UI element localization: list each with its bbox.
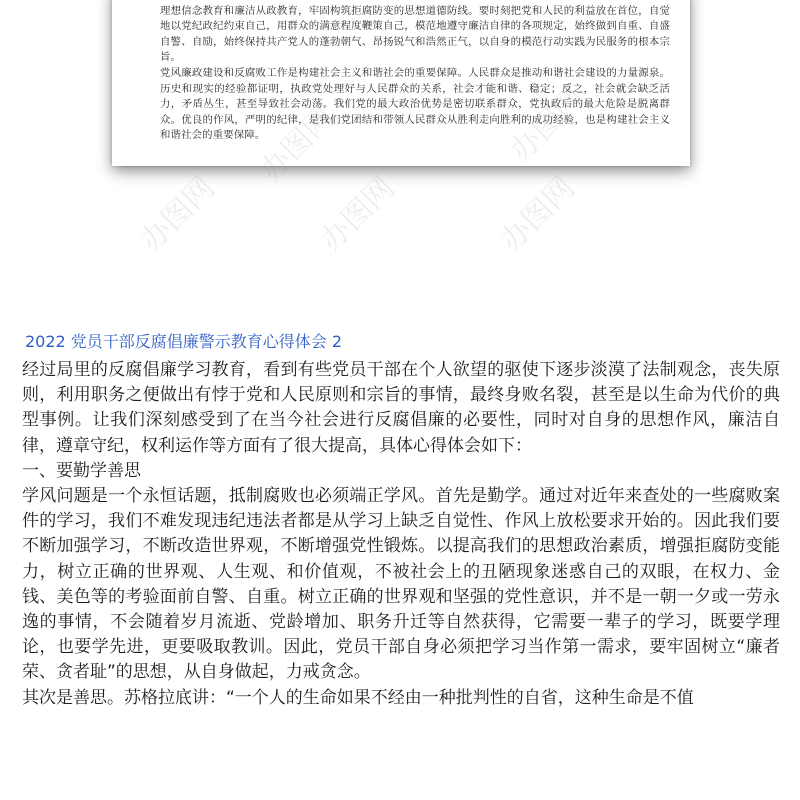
section-heading-1: 一、要勤学善思 bbox=[22, 460, 141, 481]
watermark-text-1: 办图网 bbox=[133, 170, 222, 259]
preview-paragraph-1: 理想信念教育和廉洁从政教育，牢固构筑拒腐防变的思想道德防线。要时刻把党和人民的利益放在首位，自觉地以党纪政纪约束自己，用群众的满意程度鞭策自己，模范地遵守廉洁自律的各项规定，始终做到自重、自盛自警、自励，始终保持共产党人的蓬勃朝气、昂扬锐气和浩然正气，以自身的模范行动实践为民服务的根本宗旨。 bbox=[160, 4, 670, 64]
document-preview-card bbox=[112, 0, 690, 166]
watermark-text-2: 办图网 bbox=[313, 170, 402, 259]
section-body-1: 学风问题是一个永恒话题，抵制腐败也必须端正学风。首先是勤学。通过对近年来查处的一些腐败案件的学习，我们不难发现违纪违法者都是从学习上缺乏自觉性、作风上放松要求开始的。因此我们要不断加强学习，不断改造世界观，不断增强党性锻炼。以提高我们的思想政治素质，增强拒腐防变能力，树立正确的世界观、人生观、和价值观，不被社会上的丑陋现象迷惑自己的双眼，在权力、金钱、美色等的考验面前自警、自重。树立正确的世界观和坚强的党性意识，并不是一朝一夕或一劳永逸的事情，不会随着岁月流逝、党龄增加、职务升迁等自然获得，它需要一辈子的学习，既要学理论，也要学先进，更要吸取教训。因此，党员干部自身必须把学习当作第一需求，要牢固树立“廉者荣、贪者耻”的思想，从自身做起，力戒贪念。 bbox=[22, 486, 780, 683]
preview-paragraph-2: 党风廉政建设和反腐败工作是构建社会主义和谐社会的重要保障。人民群众是推动和谐社会建设的力量源泉。历史和现实的经验都证明，执政党处理好与人民群众的关系，社会才能和谐、稳定；反之，社会就会缺乏活力，矛盾丛生，甚至导致社会动荡。我们党的最大政治优势是密切联系群众，党执政后的最大危险是脱离群众。优良的作风，严明的纪律，是我们党团结和带领人民群众从胜利走向胜利的成功经验，也是构建社会主义和谐社会的重要保障。 bbox=[160, 66, 670, 142]
article bbox=[22, 330, 780, 711]
watermark-text-3: 办图网 bbox=[493, 170, 582, 259]
article-title[interactable]: 2022 党员干部反腐倡廉警示教育心得体会 2 bbox=[25, 332, 343, 351]
article-intro: 经过局里的反腐倡廉学习教育，看到有些党员干部在个人欲望的驱使下逐步淡漠了法制观念，丧失原则，利用职务之便做出有悖于党和人民原则和宗旨的事情，最终身败名裂，甚至是以生命为代价的典型事例。让我们深刻感受到了在当今社会进行反腐倡廉的必要性，同时对自身的思想作风，廉洁自律，遵章守纪，权利运作等方面有了很大提高，具体心得体会如下： bbox=[22, 360, 780, 456]
section-body-next-line: 其次是善思。苏格拉底讲：“一个人的生命如果不经由一种批判性的自省，这种生命是不值 bbox=[22, 687, 694, 708]
